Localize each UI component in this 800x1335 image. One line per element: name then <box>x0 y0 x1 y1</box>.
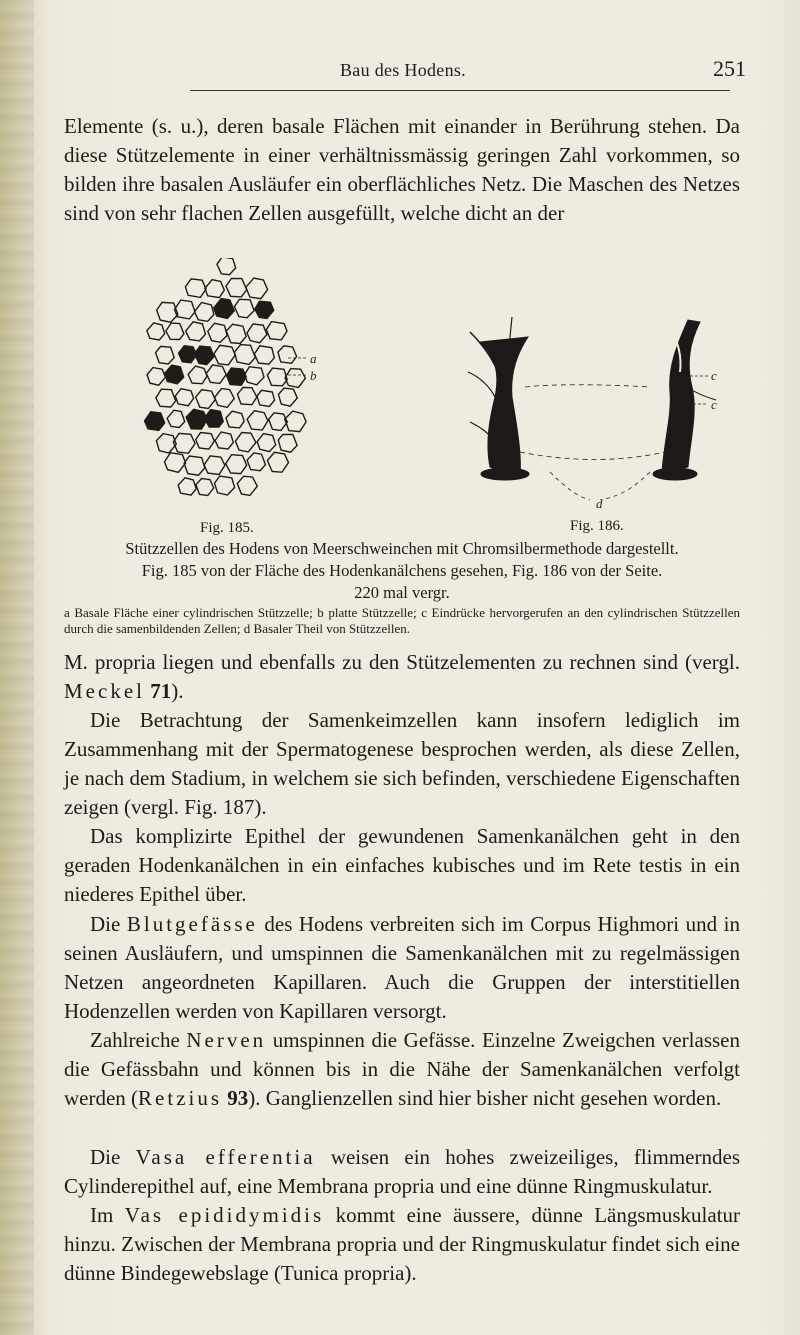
fig185-cell <box>196 479 214 496</box>
p1-end: ). <box>171 679 184 703</box>
fig185-cell <box>278 346 297 364</box>
fig185-cell <box>175 300 196 319</box>
fig185-cell <box>145 412 165 431</box>
figure-legend: a Basale Fläche einer cylindrischen Stützzelle; b platte Stützzelle; c Eindrücke hervorgerufen an den cylindrischen Stützzellen durch die samenbildenden Zellen; d Basaler Theil von Stützzellen. <box>64 605 740 636</box>
fig185-cell <box>257 390 275 406</box>
fig185-cell <box>156 346 175 364</box>
fig185-cell <box>254 346 274 364</box>
fig185-cell <box>194 346 214 365</box>
fig185-cell-network <box>145 258 307 496</box>
fig185-cell <box>186 322 206 341</box>
fig185-cell <box>184 456 205 475</box>
fig185-caption: Fig. 185. <box>200 520 254 536</box>
fig185-cell <box>204 456 225 475</box>
fig185-cell <box>147 323 165 340</box>
fig185-cell <box>156 389 176 407</box>
fig185-cell <box>175 389 193 406</box>
fig185-cell <box>196 390 216 409</box>
fig185-cell <box>255 301 274 318</box>
p4-term: Blutgefässe <box>126 912 258 936</box>
header-rule <box>190 90 730 91</box>
fig185-label-b: b <box>310 368 317 383</box>
paragraph-vas-epididymidis <box>64 1201 740 1288</box>
p4-start: Die <box>90 912 127 936</box>
running-head: Bau des Hodens. <box>340 60 466 80</box>
paragraph-blutgefaesse <box>64 910 740 1026</box>
fig185-cell <box>237 476 257 495</box>
page-binding-edge <box>0 0 34 1335</box>
fig185-cell <box>205 410 224 427</box>
fig185-cell <box>206 365 226 384</box>
fig185-cell <box>214 345 235 365</box>
fig185-cell <box>147 368 165 386</box>
fig185-cell <box>267 368 287 386</box>
fig185-cell <box>238 387 257 404</box>
p7-term: Vas epididymidis <box>124 1203 325 1227</box>
p7-rest: kommt eine äussere, dünne Längsmuskulatur hinzu. Zwischen der Membrana propria und der Ringmuskulatur findet sich eine dünne Bindegewebslage (Tunica propria). <box>64 1203 741 1285</box>
fig185-cell <box>195 303 214 322</box>
fig185-cell <box>246 278 268 299</box>
fig185-cell <box>278 388 297 406</box>
fig185-cell <box>215 432 233 449</box>
intro-paragraph: Elemente (s. u.), deren basale Flächen mit einander in Berührung stehen. Da diese Stützelemente in einer verhältnissmässig geringen Zahl vorkommen, so bilden ihre basalen Ausläufer ein oberflächliches Netz. Die Maschen des Netzes sind von sehr flachen Zellen ausgefüllt, welche dicht an der <box>64 114 740 225</box>
fig185-cell <box>266 322 287 340</box>
figure-title-line-1: Stützzellen des Hodens von Meerschweinchen mit Chromsilbermethode dargestellt. <box>125 539 679 558</box>
fig185-cell <box>257 434 276 452</box>
fig185-cell <box>157 302 178 322</box>
fig185-cell <box>285 411 306 432</box>
p5-author: Retzius <box>138 1086 223 1110</box>
p5-ref: 93 <box>227 1086 249 1110</box>
fig185-cell <box>234 299 254 318</box>
figure-title-line-3: 220 mal vergr. <box>354 583 450 602</box>
p5-start: Zahlreiche <box>90 1028 187 1052</box>
fig185-label-a: a <box>310 351 317 366</box>
p7-start: Im <box>90 1203 125 1227</box>
fig185-cell <box>226 411 244 428</box>
fig186-label-c-top: c <box>711 368 717 383</box>
paragraph-nerven <box>64 1026 740 1113</box>
fig185-cell <box>269 413 288 431</box>
fig185-cell <box>215 476 235 495</box>
p1-text: M. propria liegen und ebenfalls zu den Stützelementen zu rechnen sind (vergl. <box>64 650 740 674</box>
fig185-labels <box>308 346 328 386</box>
fig185-cell <box>205 280 224 298</box>
p1-ref: 71 <box>150 679 172 703</box>
fig185-cell <box>247 411 268 430</box>
paragraph-epithel: Das komplizirte Epithel der gewundenen Samenkanälchen geht in den geraden Hodenkanälchen in ein einfaches kubisches und im Rete testis in ein niederes Epithel über. <box>64 824 740 906</box>
figure-title-line-2: Fig. 185 von der Fläche des Hodenkanälchens gesehen, Fig. 186 von der Seite. <box>141 561 663 580</box>
fig185-cell <box>226 324 246 343</box>
fig185-cell <box>285 369 305 388</box>
p6-term: Vasa efferentia <box>135 1145 316 1169</box>
fig185-cell <box>167 410 185 427</box>
fig185-cell <box>165 365 184 384</box>
fig185-cell <box>215 389 235 408</box>
figure-186 <box>450 302 720 512</box>
page-number: 251 <box>713 56 746 81</box>
fig185-cell <box>178 478 196 495</box>
fig185-cell <box>208 323 227 342</box>
fig185-cell <box>235 433 256 452</box>
fig186-label-d: d <box>596 496 603 511</box>
fig185-cell <box>278 434 297 452</box>
p5-end: ). Ganglienzellen sind hier bisher nicht gesehen worden. <box>248 1086 722 1110</box>
figure-185 <box>138 258 308 508</box>
fig186-caption: Fig. 186. <box>570 518 624 534</box>
fig185-cell <box>214 299 235 319</box>
fig185-cell <box>186 409 207 429</box>
fig185-cell <box>247 453 265 471</box>
fig185-cell <box>188 366 207 384</box>
paragraph-m-propria <box>64 648 740 706</box>
paragraph-vasa-efferentia <box>64 1143 740 1201</box>
fig186-right-cell <box>653 320 716 480</box>
p5-mid: umspinnen die Gefässe. Einzelne Zweigchen verlassen die Gefässbahn und können bis in die Nähe der Samenkanälchen verfolgt werden ( <box>64 1028 740 1110</box>
fig185-cell <box>166 323 184 339</box>
fig185-cell <box>196 433 215 450</box>
fig185-cell <box>245 367 265 385</box>
p5-term: Nerven <box>186 1028 267 1052</box>
p4-rest: des Hodens verbreiten sich im Corpus Highmori und in seinen Ausläufern, und umspinnen die Samenkanälchen mit zu regelmässigen Netzen angeordneten Kapillaren. Auch die Gruppen der interstitiellen Hodenzellen werden von Kapillaren versorgt. <box>64 912 741 1023</box>
fig185-cell <box>226 455 247 474</box>
fig185-cell <box>185 279 206 298</box>
fig185-cell <box>226 278 247 297</box>
fig185-cell <box>235 345 256 365</box>
fig186-left-cell <box>468 317 529 480</box>
fig185-cell <box>247 324 267 343</box>
p6-rest: weisen ein hohes zweizeiliges, flimmerndes Cylinderepithel auf, eine Membrana propria und eine dünne Ringmuskulatur. <box>64 1145 740 1198</box>
paragraph-samenkeimzellen: Die Betrachtung der Samenkeimzellen kann insofern lediglich im Zusammenhang mit der Spermatogenese besprochen werden, als diese Zellen, je nach dem Stadium, in welchem sie sich befinden, verschiedene Eigenschaften zeigen (vergl. Fig. 187). <box>64 708 740 819</box>
fig185-cell <box>165 453 186 473</box>
fig185-cell <box>267 452 288 472</box>
p1-author: Meckel <box>64 679 145 703</box>
fig185-cell <box>217 258 236 275</box>
fig186-label-c-bottom: c <box>711 397 717 412</box>
p6-start: Die <box>90 1145 136 1169</box>
fig185-cell <box>227 368 247 385</box>
